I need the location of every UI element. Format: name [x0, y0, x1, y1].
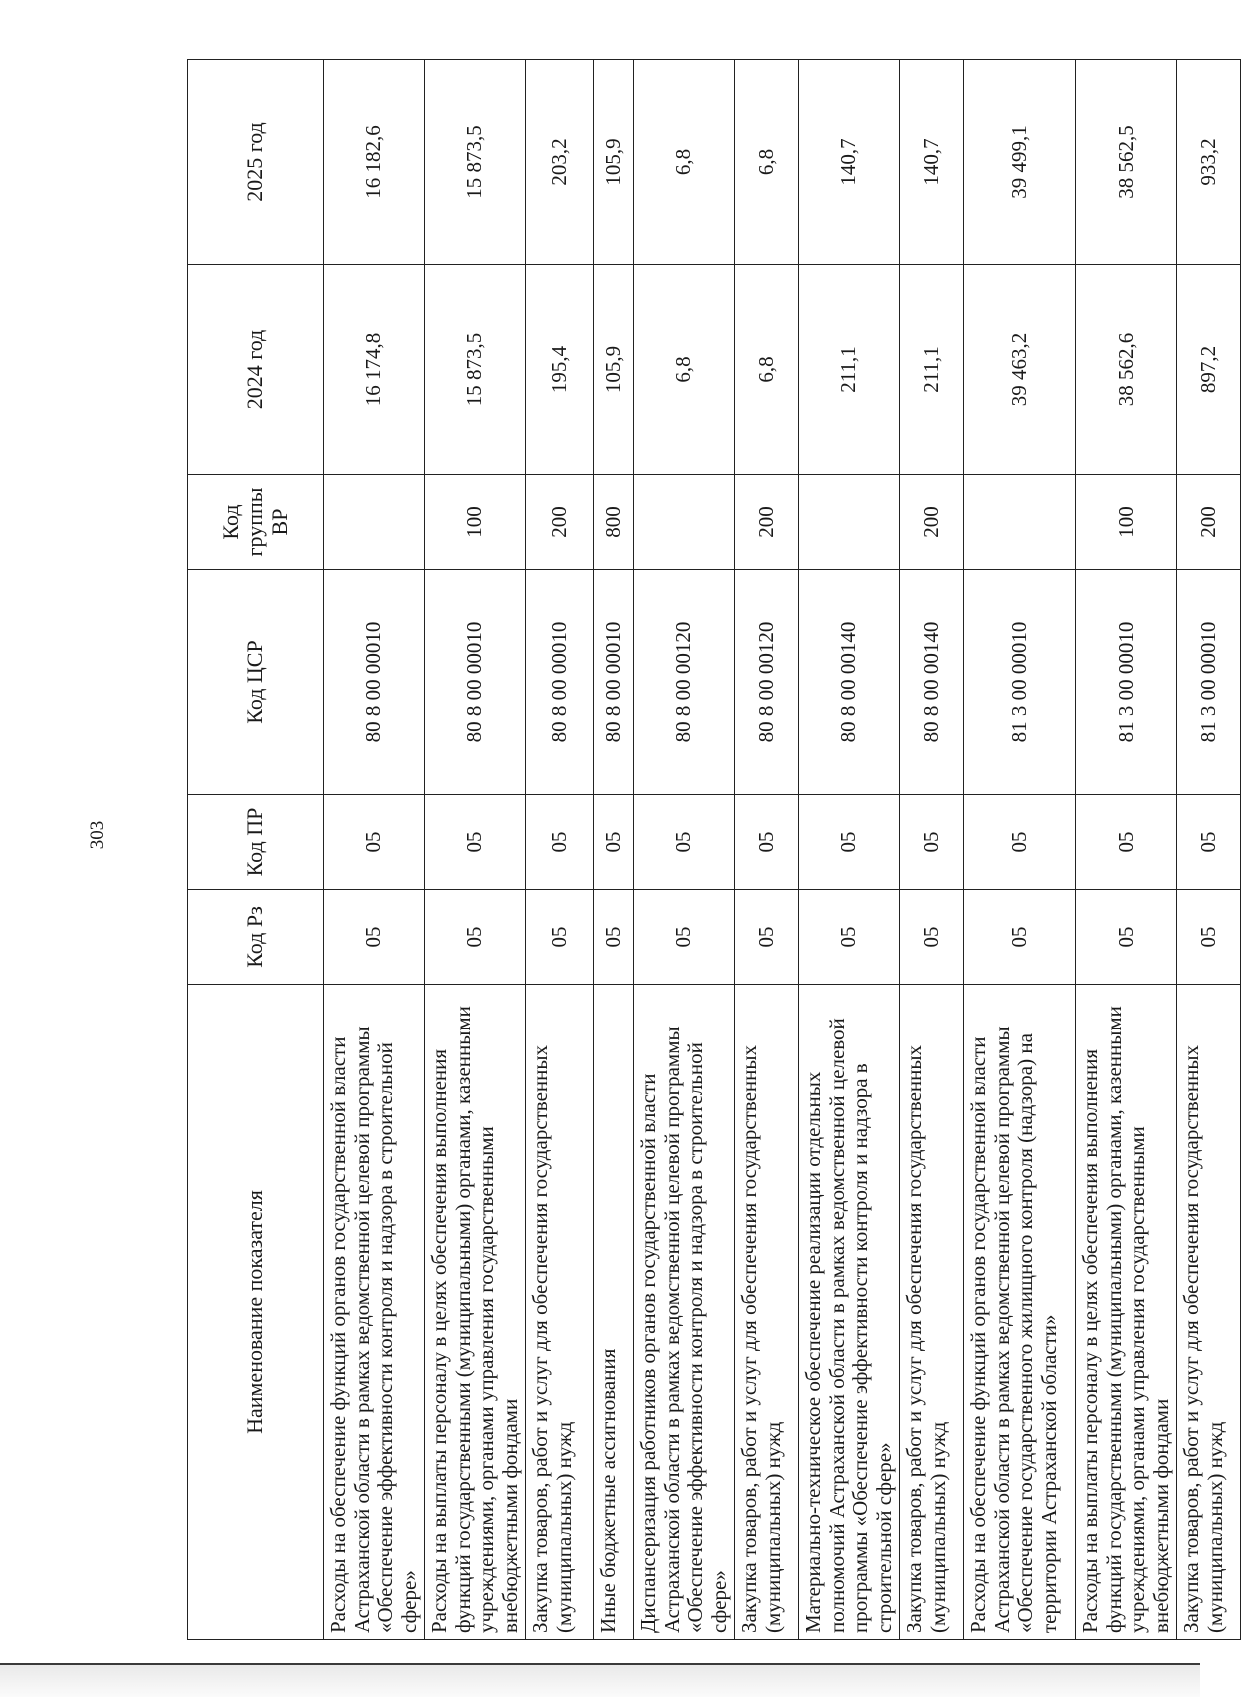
row-pr: 05: [799, 795, 900, 890]
row-csr: 80 8 00 00120: [735, 570, 799, 795]
row-pr: 05: [1076, 795, 1177, 890]
row-csr: 81 3 00 00010: [1177, 570, 1241, 795]
table-row: [900, 60, 964, 1640]
budget-table-container: [187, 60, 1227, 1640]
row-name: Расходы на выплаты персоналу в целях обеспечения выполнения функций государственными (муниципальными) органами, казенными учреждениями, органами управления государственными внебюджетными фондами: [1076, 985, 1177, 1640]
row-vr: [964, 475, 1076, 570]
row-2024: 211,1: [799, 265, 900, 475]
row-pr: 05: [735, 795, 799, 890]
row-2025: 15 873,5: [425, 60, 526, 265]
row-2025: 140,7: [799, 60, 900, 265]
table-row: [799, 60, 900, 1640]
row-2024: 211,1: [900, 265, 964, 475]
row-csr: 81 3 00 00010: [1076, 570, 1177, 795]
budget-table: [187, 59, 1241, 1640]
row-rz: 05: [799, 890, 900, 985]
row-2024: 6,8: [634, 265, 735, 475]
row-name: Расходы на выплаты персоналу в целях обеспечения выполнения функций государственными (муниципальными) органами, казенными учреждениями, органами управления государственными внебюджетными фондами: [425, 985, 526, 1640]
row-pr: 05: [324, 795, 425, 890]
row-vr: 200: [735, 475, 799, 570]
row-rz: 05: [594, 890, 634, 985]
row-2025: 933,2: [1177, 60, 1241, 265]
row-vr: 800: [594, 475, 634, 570]
row-name: Закупка товаров, работ и услуг для обеспечения государственных (муниципальных) нужд: [1177, 985, 1241, 1640]
row-2024: 195,4: [526, 265, 594, 475]
row-name: Закупка товаров, работ и услуг для обеспечения государственных (муниципальных) нужд: [526, 985, 594, 1640]
row-vr: 100: [1076, 475, 1177, 570]
row-name: Закупка товаров, работ и услуг для обеспечения государственных (муниципальных) нужд: [735, 985, 799, 1640]
header-pr: Код ПР: [188, 795, 324, 890]
page-number: 303: [87, 820, 108, 850]
table-row: [324, 60, 425, 1640]
row-pr: 05: [634, 795, 735, 890]
row-rz: 05: [425, 890, 526, 985]
row-name: Диспансеризация работников органов государственной власти Астраханской области в рамках ведомственной целевой программы «Обеспечение эффективности контроля и надзора в строительной сфере»: [634, 985, 735, 1640]
header-rz: Код Рз: [188, 890, 324, 985]
row-csr: 81 3 00 00010: [964, 570, 1076, 795]
table-row: [634, 60, 735, 1640]
row-2025: 140,7: [900, 60, 964, 265]
table-row: [1076, 60, 1177, 1640]
row-pr: 05: [900, 795, 964, 890]
row-vr: [799, 475, 900, 570]
row-pr: 05: [1177, 795, 1241, 890]
row-pr: 05: [964, 795, 1076, 890]
row-pr: 05: [526, 795, 594, 890]
row-rz: 05: [1076, 890, 1177, 985]
row-2025: 38 562,5: [1076, 60, 1177, 265]
row-2025: 16 182,6: [324, 60, 425, 265]
row-2025: 6,8: [634, 60, 735, 265]
row-2025: 203,2: [526, 60, 594, 265]
row-rz: 05: [964, 890, 1076, 985]
row-csr: 80 8 00 00010: [526, 570, 594, 795]
header-vr: Код группы ВР: [188, 475, 324, 570]
row-csr: 80 8 00 00010: [324, 570, 425, 795]
table-row: [425, 60, 526, 1640]
header-2024: 2024 год: [188, 265, 324, 475]
row-vr: [634, 475, 735, 570]
row-pr: 05: [425, 795, 526, 890]
row-2025: 6,8: [735, 60, 799, 265]
row-name: Закупка товаров, работ и услуг для обеспечения государственных (муниципальных) нужд: [900, 985, 964, 1640]
row-2024: 16 174,8: [324, 265, 425, 475]
row-vr: 200: [900, 475, 964, 570]
row-rz: 05: [526, 890, 594, 985]
row-name: Расходы на обеспечение функций органов государственной власти Астраханской области в рамках ведомственной целевой программы «Обеспечение эффективности контроля и надзора в строительной сфере»: [324, 985, 425, 1640]
row-name: Расходы на обеспечение функций органов государственной власти Астраханской области в рамках ведомственной целевой программы «Обеспечение государственного жилищного контроля (надзора) на территории Астраханской области»: [964, 985, 1076, 1640]
row-pr: 05: [594, 795, 634, 890]
row-2024: 897,2: [1177, 265, 1241, 475]
row-2024: 15 873,5: [425, 265, 526, 475]
row-name: Материально-техническое обеспечение реализации отдельных полномочий Астраханской области в рамках ведомственной целевой программы «Обеспечение эффективности контроля и надзора в строительной сфере»: [799, 985, 900, 1640]
row-name: Иные бюджетные ассигнования: [594, 985, 634, 1640]
table-row: [526, 60, 594, 1640]
row-vr: 100: [425, 475, 526, 570]
row-csr: 80 8 00 00140: [900, 570, 964, 795]
row-2024: 6,8: [735, 265, 799, 475]
row-csr: 80 8 00 00120: [634, 570, 735, 795]
table-row: [735, 60, 799, 1640]
row-csr: 80 8 00 00140: [799, 570, 900, 795]
row-2024: 39 463,2: [964, 265, 1076, 475]
scan-edge: [0, 1665, 1200, 1697]
row-csr: 80 8 00 00010: [594, 570, 634, 795]
table-row: [964, 60, 1076, 1640]
header-name: Наименование показателя: [188, 985, 324, 1640]
row-2024: 105,9: [594, 265, 634, 475]
row-2025: 39 499,1: [964, 60, 1076, 265]
header-csr: Код ЦСР: [188, 570, 324, 795]
row-rz: 05: [900, 890, 964, 985]
row-2025: 105,9: [594, 60, 634, 265]
header-row: [188, 60, 324, 1640]
table-row: [1177, 60, 1241, 1640]
row-rz: 05: [634, 890, 735, 985]
header-2025: 2025 год: [188, 60, 324, 265]
row-rz: 05: [735, 890, 799, 985]
row-vr: 200: [1177, 475, 1241, 570]
row-vr: 200: [526, 475, 594, 570]
row-2024: 38 562,6: [1076, 265, 1177, 475]
row-csr: 80 8 00 00010: [425, 570, 526, 795]
row-vr: [324, 475, 425, 570]
table-row: [594, 60, 634, 1640]
row-rz: 05: [1177, 890, 1241, 985]
row-rz: 05: [324, 890, 425, 985]
